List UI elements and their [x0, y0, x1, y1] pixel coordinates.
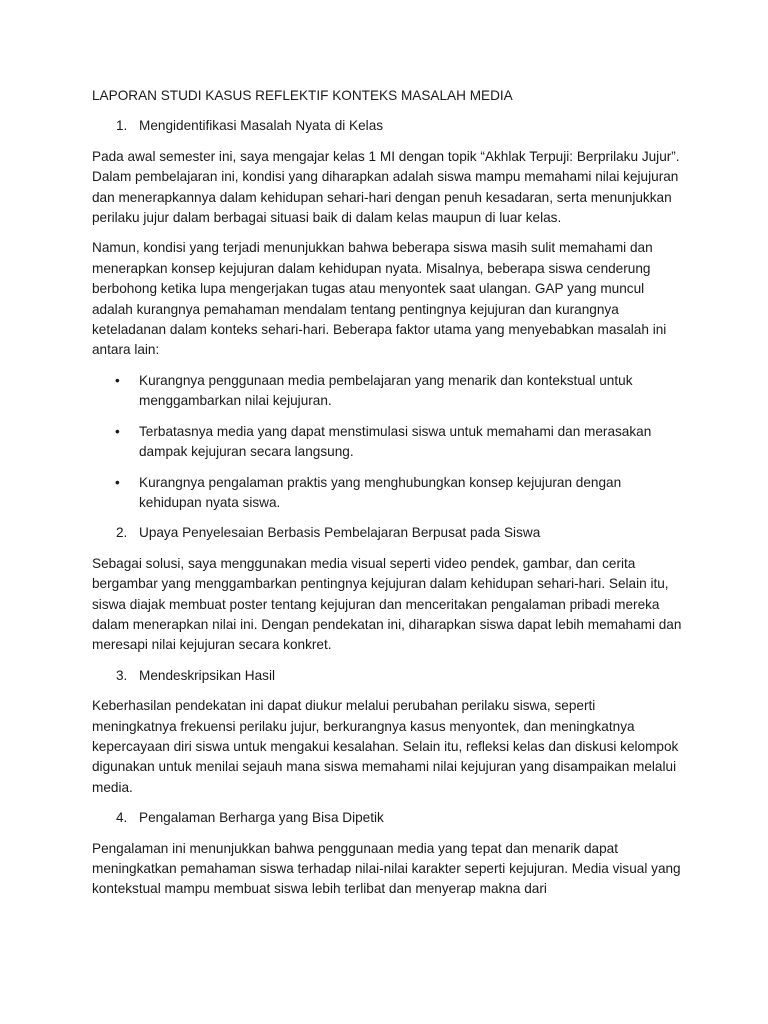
- section-1-paragraph-1: Pada awal semester ini, saya mengajar kelas 1 MI dengan topik “Akhlak Terpuji: Berprilaku Jujur”. Dalam pembelajaran ini, kondisi yang diharapkan adalah siswa mampu memahami nilai kejujuran dan menerapkannya dalam kehidupan sehari-hari dengan penuh kesadaran, serta menunjukkan perilaku jujur dalam berbagai situasi baik di dalam kelas maupun di luar kelas.: [92, 148, 680, 226]
- section-4-heading-text: Pengalaman Berharga yang Bisa Dipetik: [139, 810, 384, 826]
- bullet-item-3-text: Kurangnya pengalaman praktis yang menghubungkan konsep kejujuran dengan kehidupan nyata siswa.: [139, 474, 622, 510]
- bullet-icon: •: [115, 474, 120, 490]
- section-1-number: 1.: [116, 118, 128, 134]
- bullet-item-2-text: Terbatasnya media yang dapat menstimulasi siswa untuk memahami dan merasakan dampak kejujuran secara langsung.: [139, 423, 652, 460]
- section-1-bullet-list: [92, 371, 682, 513]
- bullet-icon: •: [115, 423, 120, 439]
- section-1-heading: [92, 116, 682, 136]
- document-page: [92, 86, 682, 910]
- bullet-item-1: [92, 371, 682, 412]
- section-2-heading-text: Upaya Penyelesaian Berbasis Pembelajaran Berpusat pada Siswa: [139, 525, 541, 541]
- section-3-paragraph-1: Keberhasilan pendekatan ini dapat diukur melalui perubahan perilaku siswa, seperti meningkatnya frekuensi perilaku jujur, berkurangnya kasus menyontek, dan meningkatnya kepercayaan diri siswa untuk mengakui kesalahan. Selain itu, refleksi kelas dan diskusi kelompok digunakan untuk menilai sejauh mana siswa memahami nilai kejujuran yang disampaikan melalui media.: [92, 698, 679, 795]
- section-3-number: 3.: [116, 667, 128, 683]
- section-1-heading-text: Mengidentifikasi Masalah Nyata di Kelas: [139, 118, 384, 134]
- section-2-paragraph-1: Sebagai solusi, saya menggunakan media visual seperti video pendek, gambar, dan cerita bergambar yang menggambarkan pentingnya kejujuran dalam kehidupan sehari-hari. Selain itu, siswa diajak membuat poster tentang kejujuran dan menceritakan pengalaman pribadi mereka dalam menerapkan nilai ini. Dengan pendekatan ini, diharapkan siswa dapat lebih memahami dan meresapi nilai kejujuran secara konkret.: [92, 555, 682, 653]
- section-4-number: 4.: [116, 810, 128, 826]
- section-2-number: 2.: [116, 525, 128, 541]
- section-4-paragraph-1: Pengalaman ini menunjukkan bahwa penggunaan media yang tepat dan menarik dapat meningkatkan pemahaman siswa terhadap nilai-nilai karakter seperti kejujuran. Media visual yang kontekstual mampu membuat siswa lebih terlibat dan menyerap makna dari: [92, 840, 681, 897]
- document-title: LAPORAN STUDI KASUS REFLEKTIF KONTEKS MASALAH MEDIA: [92, 88, 513, 103]
- section-3-heading-text: Mendeskripsikan Hasil: [139, 667, 275, 683]
- section-1-paragraph-2: Namun, kondisi yang terjadi menunjukkan bahwa beberapa siswa masih sulit memahami dan menerapkan konsep kejujuran dalam kehidupan nyata. Misalnya, beberapa siswa cenderung berbohong ketika lupa mengerjakan tugas atau menyontek saat ulangan. GAP yang muncul adalah kurangnya pemahaman mendalam tentang pentingnya kejujuran dan kurangnya keteladanan dalam konteks sehari-hari. Beberapa faktor utama yang menyebabkan masalah ini antara lain:: [92, 240, 667, 358]
- section-3-heading: [92, 666, 682, 686]
- bullet-item-1-text: Kurangnya penggunaan media pembelajaran yang menarik dan kontekstual untuk menggambarkan nilai kejujuran.: [139, 372, 633, 409]
- section-4-heading: [92, 808, 682, 828]
- section-2-heading: [92, 523, 682, 543]
- bullet-item-3: [92, 473, 682, 514]
- bullet-item-2: [92, 422, 682, 463]
- bullet-icon: •: [115, 372, 120, 388]
